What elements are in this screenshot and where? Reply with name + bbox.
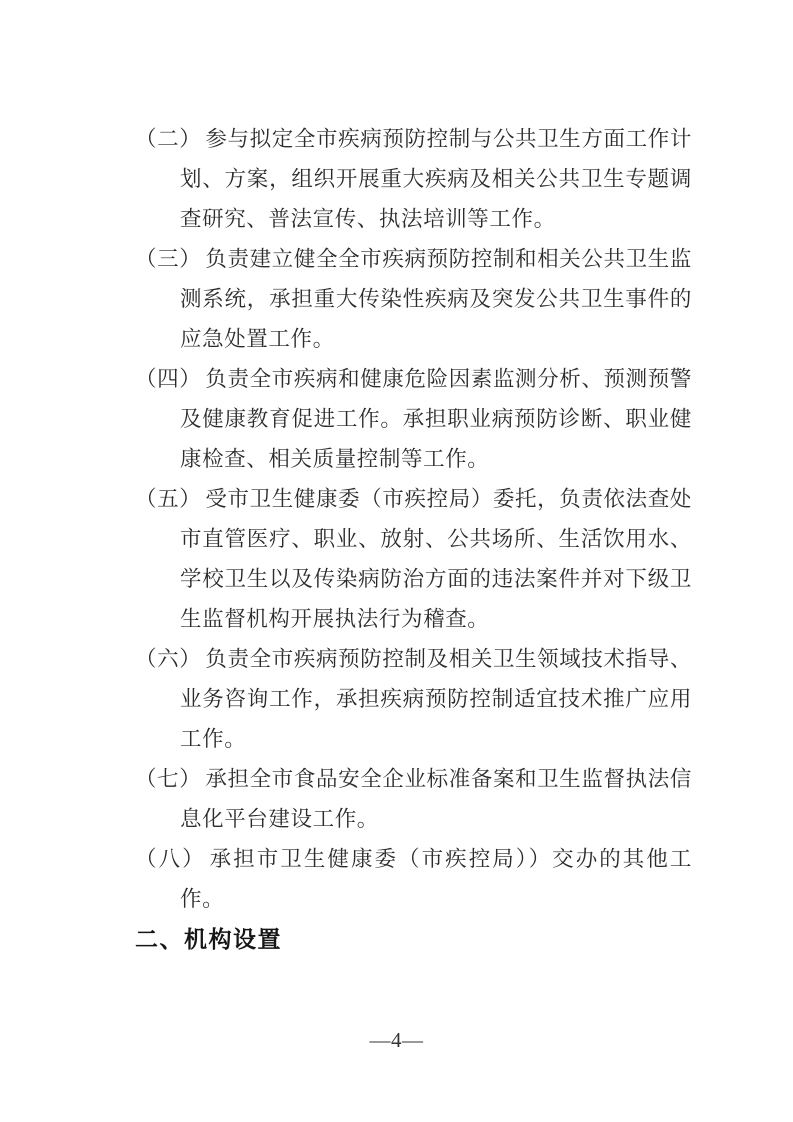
list-item — [135, 239, 692, 359]
item-text: 参与拟定全市疾病预防控制与公共卫生方面工作计划、方案，组织开展重大疾病及相关公共卫生专题调查研究、普法宣传、执法培训等工作。 — [180, 127, 693, 231]
item-number: （七） — [135, 767, 202, 791]
item-text: 负责全市疾病预防控制及相关卫生领域技术指导、业务咨询工作，承担疾病预防控制适宜技术推广应用工作。 — [180, 647, 693, 751]
section-heading: 二、机构设置 — [135, 926, 282, 952]
item-number: （二） — [135, 127, 202, 151]
item-text: 受市卫生健康委（市疾控局）委托，负责依法查处市直管医疗、职业、放射、公共场所、生活饮用水、学校卫生以及传染病防治方面的违法案件并对下级卫生监督机构开展执法行为稽查。 — [180, 487, 693, 631]
page-number: —4— — [369, 1028, 424, 1052]
item-number: （五） — [135, 487, 202, 511]
item-text: 负责全市疾病和健康危险因素监测分析、预测预警及健康教育促进工作。承担职业病预防诊断、职业健康检查、相关质量控制等工作。 — [180, 367, 693, 471]
item-text: 负责建立健全全市疾病预防控制和相关公共卫生监测系统，承担重大传染性疾病及突发公共卫生事件的应急处置工作。 — [180, 247, 693, 351]
item-text: 承担市卫生健康委（市疾控局））交办的其他工作。 — [180, 847, 692, 911]
list-item — [135, 759, 692, 839]
item-number: （三） — [135, 247, 202, 271]
item-text: 承担全市食品安全企业标准备案和卫生监督执法信息化平台建设工作。 — [180, 767, 693, 831]
list-item — [135, 479, 692, 639]
document-body — [135, 119, 692, 959]
item-number: （八） — [135, 847, 206, 871]
list-item — [135, 639, 692, 759]
list-item — [135, 359, 692, 479]
list-item — [135, 119, 692, 239]
item-number: （六） — [135, 647, 202, 671]
page-footer — [0, 1026, 793, 1054]
item-number: （四） — [135, 367, 202, 391]
list-item — [135, 839, 692, 919]
